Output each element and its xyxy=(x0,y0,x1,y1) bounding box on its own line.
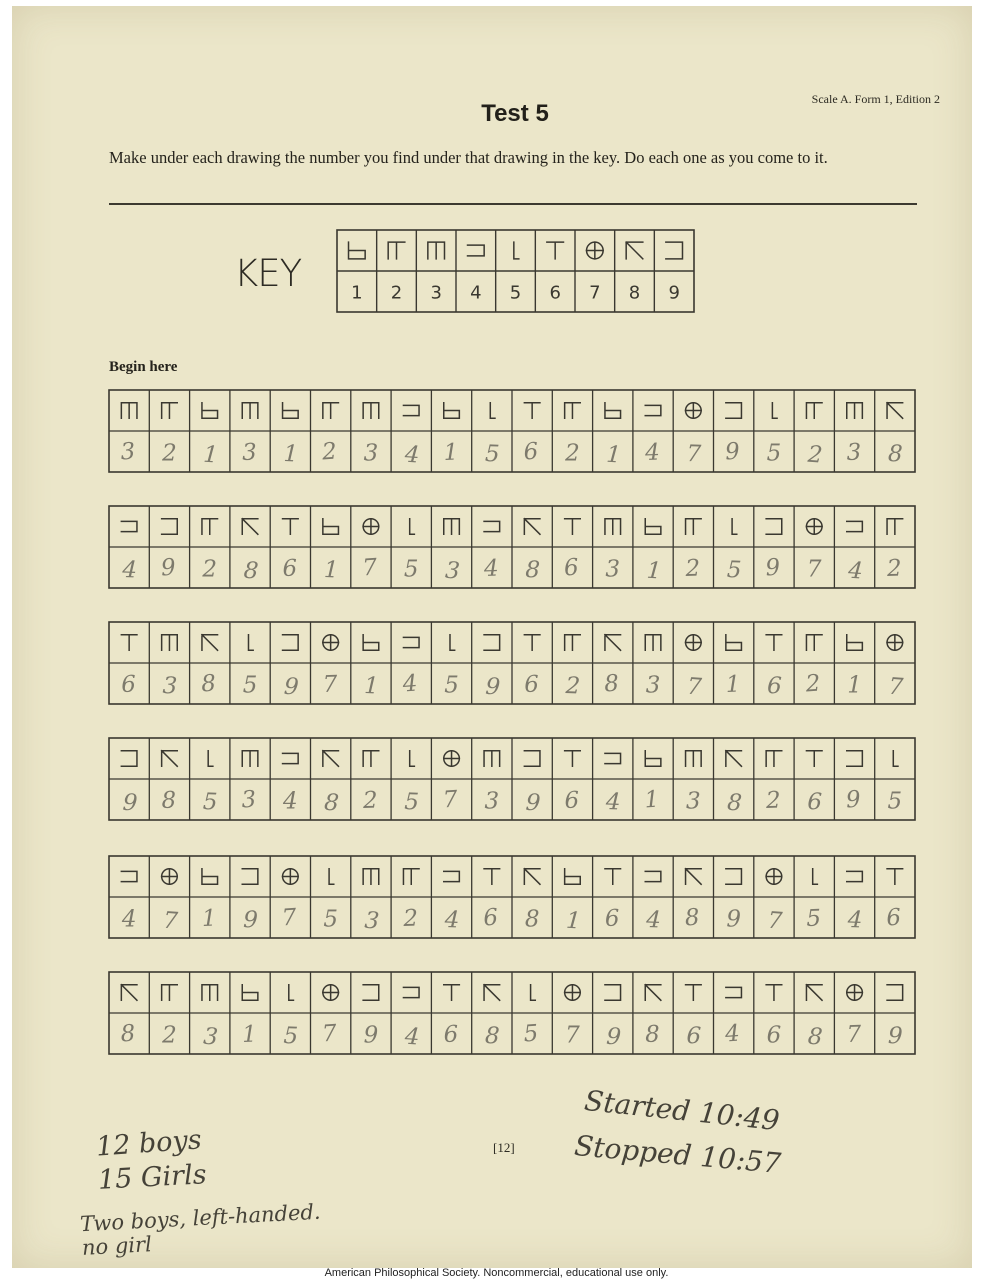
handwritten-girls-count: 15 Girls xyxy=(97,1159,208,1196)
handwritten-answer: 5 xyxy=(484,441,501,468)
instructions: Make under each drawing the number you find under that drawing in the key. Do each one as you come to it. xyxy=(109,148,828,167)
handwritten-answer: 1 xyxy=(363,673,380,700)
symbol-m-icon xyxy=(484,751,500,767)
symbol-f-icon xyxy=(686,519,702,535)
handwritten-answer: 8 xyxy=(683,904,701,932)
handwritten-answer: 5 xyxy=(403,556,419,583)
handwritten-answer: 4 xyxy=(847,557,864,585)
handwritten-answer: 8 xyxy=(603,670,620,698)
handwritten-answer: 8 xyxy=(119,1020,137,1048)
symbol-x-icon xyxy=(524,869,540,885)
scale-form-edition: Scale A. Form 1, Edition 2 xyxy=(811,92,940,106)
symbol-b-icon xyxy=(726,635,742,651)
symbol-t-icon xyxy=(766,635,782,651)
symbol-f-icon xyxy=(806,403,822,419)
symbol-b-icon xyxy=(645,519,661,535)
symbol-x-icon xyxy=(887,403,903,419)
symbol-x-icon xyxy=(202,635,218,651)
symbol-b-icon xyxy=(242,985,258,1001)
key-number: 2 xyxy=(390,282,403,304)
symbol-t-icon xyxy=(524,635,540,651)
handwritten-answer: 2 xyxy=(565,673,581,700)
handwritten-answer: 6 xyxy=(563,554,580,582)
handwritten-answer: 7 xyxy=(361,554,378,582)
symbol-f-icon xyxy=(388,242,405,259)
handwritten-answer: 6 xyxy=(766,673,783,700)
symbol-f-icon xyxy=(363,751,379,767)
symbol-j-icon xyxy=(363,985,379,1001)
symbol-b-icon xyxy=(323,519,339,535)
symbol-x-icon xyxy=(484,985,500,1001)
key-number: 9 xyxy=(668,282,680,304)
handwritten-answer: 6 xyxy=(522,438,540,466)
symbol-m-icon xyxy=(605,519,621,535)
symbol-f-icon xyxy=(766,751,782,767)
symbol-j-icon xyxy=(484,635,500,651)
answer-row xyxy=(109,622,915,704)
handwritten-answer: 4 xyxy=(605,789,622,816)
symbol-o-icon xyxy=(806,519,822,535)
key-number: 3 xyxy=(430,282,442,304)
handwritten-start-time: Started 10:49 xyxy=(582,1083,782,1138)
handwritten-answer: 2 xyxy=(765,787,782,814)
symbol-j-icon xyxy=(666,242,683,259)
page-title: Test 5 xyxy=(481,100,549,127)
handwritten-answer: 1 xyxy=(643,786,661,814)
handwritten-answer: 3 xyxy=(605,556,621,583)
handwritten-answer: 5 xyxy=(202,789,219,816)
handwritten-answer: 4 xyxy=(403,441,421,469)
symbol-l-icon xyxy=(531,985,536,1001)
key-table xyxy=(337,230,694,312)
symbol-x-icon xyxy=(626,242,643,259)
symbol-f-icon xyxy=(202,519,218,535)
handwritten-answer: 3 xyxy=(363,440,379,467)
handwritten-answer: 8 xyxy=(806,1023,824,1051)
symbol-j-icon xyxy=(162,519,178,535)
handwritten-answer: 7 xyxy=(322,671,338,698)
handwritten-answer: 8 xyxy=(323,789,340,817)
handwritten-answer: 4 xyxy=(847,907,863,934)
handwritten-answer: 1 xyxy=(283,441,299,468)
handwritten-answer: 7 xyxy=(806,556,822,583)
symbol-m-icon xyxy=(363,403,379,419)
handwritten-answer: 3 xyxy=(686,788,701,815)
handwritten-answer: 6 xyxy=(885,904,902,932)
symbol-b-icon xyxy=(202,869,218,885)
handwritten-answer: 1 xyxy=(443,439,459,466)
handwritten-answer: 2 xyxy=(162,440,177,467)
handwritten-answer: 4 xyxy=(645,907,662,934)
symbol-l-icon xyxy=(410,751,415,767)
symbol-u-icon xyxy=(403,637,419,647)
handwritten-answer: 5 xyxy=(323,906,338,933)
symbol-j-icon xyxy=(605,985,621,1001)
handwritten-answer: 9 xyxy=(363,1022,379,1049)
handwritten-answer: 7 xyxy=(686,673,703,701)
handwritten-answer: 4 xyxy=(644,439,661,466)
symbol-u-icon xyxy=(847,871,863,881)
handwritten-answer: 9 xyxy=(283,673,300,701)
symbol-m-icon xyxy=(428,242,445,259)
handwritten-answer: 9 xyxy=(121,789,139,817)
symbol-f-icon xyxy=(162,403,178,419)
symbol-x-icon xyxy=(806,985,822,1001)
symbol-j-icon xyxy=(887,985,903,1001)
handwritten-answer: 6 xyxy=(482,904,499,932)
symbol-m-icon xyxy=(847,403,863,419)
handwritten-answer: 3 xyxy=(241,439,258,466)
symbol-f-icon xyxy=(806,635,822,651)
key-number: 5 xyxy=(509,282,522,304)
symbol-m-icon xyxy=(242,403,258,419)
symbol-o-icon xyxy=(686,403,702,419)
symbol-j-icon xyxy=(283,635,299,651)
symbol-j-icon xyxy=(242,869,258,885)
handwritten-answer: 3 xyxy=(846,439,862,466)
symbol-x-icon xyxy=(323,751,339,767)
handwritten-answer: 4 xyxy=(121,557,138,584)
handwritten-answer: 2 xyxy=(202,556,218,583)
symbol-b-icon xyxy=(283,403,299,419)
handwritten-answer: 9 xyxy=(524,789,542,817)
symbol-t-icon xyxy=(605,869,621,885)
symbol-t-icon xyxy=(565,519,581,535)
handwritten-answer: 2 xyxy=(804,670,822,698)
answer-row xyxy=(109,972,915,1054)
handwritten-answer: 6 xyxy=(766,1022,782,1049)
handwritten-answer: 2 xyxy=(362,787,379,814)
symbol-x-icon xyxy=(242,519,258,535)
symbol-o-icon xyxy=(766,869,782,885)
handwritten-boys-count: 12 boys xyxy=(95,1124,203,1163)
handwritten-note-no-girl: no girl xyxy=(81,1232,153,1260)
footer-credit: American Philosophical Society. Noncommercial, educational use only. xyxy=(324,1267,669,1279)
symbol-l-icon xyxy=(329,869,334,885)
handwritten-answer: 1 xyxy=(565,907,582,935)
handwritten-answer: 5 xyxy=(805,905,822,932)
symbol-o-icon xyxy=(283,869,299,885)
symbol-l-icon xyxy=(248,635,253,651)
symbol-t-icon xyxy=(283,519,299,535)
handwritten-answer: 1 xyxy=(605,441,622,469)
handwritten-stop-time: Stopped 10:57 xyxy=(572,1129,783,1180)
symbol-o-icon xyxy=(444,751,460,767)
symbol-m-icon xyxy=(202,985,218,1001)
handwritten-answer: 8 xyxy=(242,557,260,585)
symbol-u-icon xyxy=(403,987,419,997)
handwritten-answer: 5 xyxy=(522,1020,540,1048)
handwritten-answer: 4 xyxy=(121,906,137,933)
symbol-u-icon xyxy=(605,753,621,763)
handwritten-answer: 3 xyxy=(444,557,461,585)
symbol-t-icon xyxy=(887,869,903,885)
symbol-x-icon xyxy=(162,751,178,767)
handwritten-answer: 5 xyxy=(242,672,258,699)
handwritten-answer: 8 xyxy=(524,906,540,933)
answer-row xyxy=(109,390,915,472)
symbol-f-icon xyxy=(162,985,178,1001)
handwritten-answer: 9 xyxy=(605,1023,622,1051)
symbol-o-icon xyxy=(686,635,702,651)
symbol-m-icon xyxy=(242,751,258,767)
handwritten-answer: 7 xyxy=(887,673,905,701)
symbol-u-icon xyxy=(468,245,485,256)
symbol-l-icon xyxy=(450,635,455,651)
symbol-f-icon xyxy=(887,519,903,535)
key-label: KEY xyxy=(234,252,302,295)
handwritten-answer: 4 xyxy=(724,1020,741,1048)
handwritten-answer: 1 xyxy=(847,672,862,699)
handwritten-answer: 2 xyxy=(402,905,419,932)
handwritten-answer: 9 xyxy=(160,554,177,582)
handwritten-answer: 8 xyxy=(161,787,177,814)
handwritten-answer: 9 xyxy=(764,554,781,582)
handwritten-answer: 6 xyxy=(282,555,298,582)
handwritten-answer: 9 xyxy=(242,907,259,934)
handwritten-answer: 7 xyxy=(686,441,702,468)
symbol-l-icon xyxy=(514,242,519,259)
handwritten-answer: 8 xyxy=(484,1023,501,1050)
symbol-t-icon xyxy=(565,751,581,767)
symbol-l-icon xyxy=(208,751,213,767)
key-number: 4 xyxy=(470,282,482,304)
handwritten-answer: 6 xyxy=(686,1023,702,1050)
symbol-t-icon xyxy=(444,985,460,1001)
symbol-o-icon xyxy=(162,869,178,885)
symbol-u-icon xyxy=(283,753,299,763)
page-number: [12] xyxy=(493,1140,515,1155)
handwritten-answer: 1 xyxy=(645,557,663,585)
key-number: 8 xyxy=(628,282,641,304)
handwritten-answer: 3 xyxy=(162,673,178,700)
symbol-f-icon xyxy=(323,403,339,419)
handwritten-answer: 9 xyxy=(845,786,862,814)
answer-row xyxy=(109,738,915,820)
symbol-u-icon xyxy=(847,521,863,531)
symbol-l-icon xyxy=(289,985,294,1001)
handwritten-answer: 7 xyxy=(565,1022,580,1049)
symbol-t-icon xyxy=(524,403,540,419)
symbol-b-icon xyxy=(363,635,379,651)
symbol-l-icon xyxy=(410,519,415,535)
handwritten-answer: 9 xyxy=(887,1023,904,1050)
symbol-l-icon xyxy=(772,403,777,419)
symbol-f-icon xyxy=(565,403,581,419)
symbol-t-icon xyxy=(766,985,782,1001)
handwritten-answer: 3 xyxy=(240,786,258,814)
symbol-t-icon xyxy=(484,869,500,885)
symbol-j-icon xyxy=(726,869,742,885)
symbol-m-icon xyxy=(121,403,137,419)
handwritten-answer: 3 xyxy=(202,1023,219,1051)
symbol-x-icon xyxy=(121,985,137,1001)
handwritten-answer: 4 xyxy=(444,907,460,934)
handwritten-answer: 1 xyxy=(202,441,219,469)
begin-here-label: Begin here xyxy=(109,359,178,375)
symbol-t-icon xyxy=(806,751,822,767)
symbol-b-icon xyxy=(202,403,218,419)
symbol-u-icon xyxy=(444,871,460,881)
handwritten-answer: 2 xyxy=(162,1022,177,1049)
handwritten-answer: 8 xyxy=(726,789,743,817)
handwritten-answer: 6 xyxy=(604,905,620,932)
answer-row xyxy=(109,506,915,588)
symbol-u-icon xyxy=(403,405,419,415)
handwritten-answer: 6 xyxy=(443,1021,459,1048)
handwritten-answer: 1 xyxy=(201,905,217,932)
handwritten-answer: 7 xyxy=(321,1020,338,1048)
handwritten-answer: 5 xyxy=(726,557,742,584)
symbol-b-icon xyxy=(565,869,581,885)
symbol-o-icon xyxy=(587,242,604,259)
symbol-f-icon xyxy=(565,635,581,651)
handwritten-answer: 5 xyxy=(444,672,459,699)
handwritten-answer: 2 xyxy=(321,438,338,466)
symbol-l-icon xyxy=(732,519,737,535)
symbol-u-icon xyxy=(645,871,661,881)
symbol-u-icon xyxy=(121,521,137,531)
symbol-t-icon xyxy=(547,242,564,259)
handwritten-answer: 2 xyxy=(886,555,903,582)
symbol-o-icon xyxy=(323,635,339,651)
answer-row xyxy=(109,856,915,938)
handwritten-answer: 5 xyxy=(766,440,782,467)
key-number: 7 xyxy=(589,282,601,304)
symbol-b-icon xyxy=(847,635,863,651)
symbol-b-icon xyxy=(444,403,460,419)
handwritten-answer: 5 xyxy=(403,789,420,816)
symbol-t-icon xyxy=(121,635,137,651)
handwritten-answer: 4 xyxy=(283,788,298,815)
symbol-j-icon xyxy=(847,751,863,767)
symbol-t-icon xyxy=(686,985,702,1001)
symbol-l-icon xyxy=(893,751,898,767)
handwritten-answer: 3 xyxy=(484,788,500,815)
handwritten-answer: 9 xyxy=(484,673,502,701)
key-number: 1 xyxy=(351,282,363,304)
handwritten-answer: 6 xyxy=(523,671,540,698)
symbol-u-icon xyxy=(726,987,742,997)
handwritten-answer: 8 xyxy=(644,1021,661,1048)
handwritten-answer: 7 xyxy=(280,904,298,932)
symbol-b-icon xyxy=(605,403,621,419)
handwritten-answer: 8 xyxy=(887,441,904,468)
symbol-u-icon xyxy=(484,521,500,531)
handwritten-answer: 4 xyxy=(483,555,500,582)
symbol-m-icon xyxy=(686,751,702,767)
handwritten-answer: 2 xyxy=(685,555,701,582)
handwritten-answer: 5 xyxy=(887,788,903,815)
symbol-l-icon xyxy=(490,403,495,419)
symbol-j-icon xyxy=(766,519,782,535)
symbol-o-icon xyxy=(363,519,379,535)
handwritten-answer: 9 xyxy=(724,438,741,466)
symbol-u-icon xyxy=(121,871,137,881)
symbol-j-icon xyxy=(726,403,742,419)
handwritten-answer: 4 xyxy=(401,670,419,698)
handwritten-answer: 3 xyxy=(363,907,381,935)
handwritten-answer: 7 xyxy=(162,907,179,935)
handwritten-answer: 5 xyxy=(283,1023,299,1050)
symbol-x-icon xyxy=(645,985,661,1001)
symbol-o-icon xyxy=(847,985,863,1001)
symbol-o-icon xyxy=(565,985,581,1001)
symbol-l-icon xyxy=(813,869,818,885)
symbol-j-icon xyxy=(121,751,137,767)
handwritten-answer: 1 xyxy=(725,671,741,698)
handwritten-answer: 8 xyxy=(524,557,541,584)
key-number: 6 xyxy=(549,282,561,304)
symbol-u-icon xyxy=(645,405,661,415)
symbol-m-icon xyxy=(162,635,178,651)
handwritten-answer: 3 xyxy=(119,438,137,466)
handwritten-answer: 8 xyxy=(200,670,217,698)
handwritten-answer: 1 xyxy=(241,1021,258,1048)
symbol-b-icon xyxy=(645,751,661,767)
handwritten-answer: 1 xyxy=(323,557,339,584)
symbol-x-icon xyxy=(726,751,742,767)
symbol-x-icon xyxy=(605,635,621,651)
symbol-j-icon xyxy=(524,751,540,767)
handwritten-answer: 2 xyxy=(806,441,824,469)
symbol-x-icon xyxy=(686,869,702,885)
handwritten-answer: 7 xyxy=(766,907,784,935)
handwritten-answer: 9 xyxy=(726,906,741,933)
handwritten-answer: 4 xyxy=(403,1023,421,1051)
handwritten-answer: 7 xyxy=(846,1021,862,1048)
handwritten-answer: 7 xyxy=(442,786,459,814)
handwritten-answer: 6 xyxy=(564,787,580,814)
symbol-f-icon xyxy=(403,869,419,885)
symbol-m-icon xyxy=(444,519,460,535)
handwritten-answer: 3 xyxy=(645,672,661,699)
handwritten-answer: 6 xyxy=(120,671,137,698)
handwritten-answer: 6 xyxy=(806,789,823,816)
symbol-o-icon xyxy=(323,985,339,1001)
symbol-b-icon xyxy=(349,242,366,259)
handwritten-note-left-handed: Two boys, left-handed. xyxy=(79,1199,322,1237)
symbol-m-icon xyxy=(645,635,661,651)
symbol-o-icon xyxy=(887,635,903,651)
handwritten-answer: 2 xyxy=(565,440,580,467)
symbol-m-icon xyxy=(363,869,379,885)
symbol-x-icon xyxy=(524,519,540,535)
